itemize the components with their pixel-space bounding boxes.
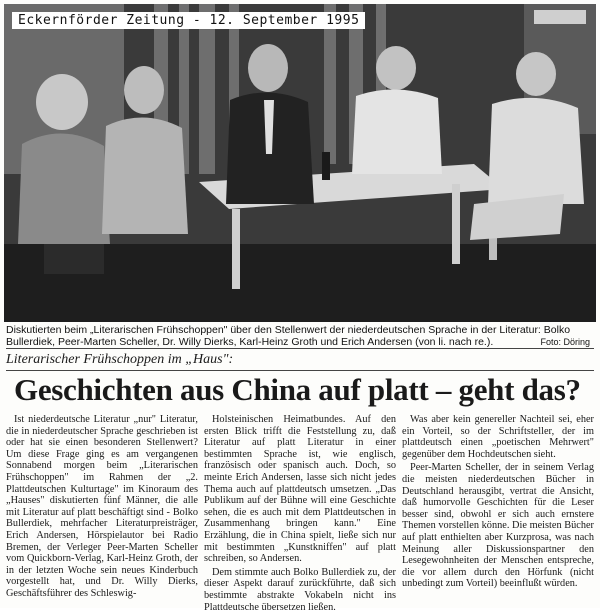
masthead-label: Eckernförder Zeitung - 12. September 1995 bbox=[12, 12, 365, 29]
photo-credit: Foto: Döring bbox=[540, 337, 590, 347]
article-photo bbox=[4, 4, 596, 322]
kicker: Literarischer Frühschoppen im „Haus": bbox=[6, 352, 234, 367]
article-body bbox=[6, 414, 594, 613]
paragraph: Was aber kein genereller Nachteil sei, eher ein Vorteil, so der Schriftsteller, der im plattdeutsch einen „poetischen Mehrwert" gegenüber dem Hochdeutschen sieht. bbox=[402, 414, 594, 460]
kicker-rule-bottom bbox=[6, 370, 594, 371]
photo-caption bbox=[6, 324, 594, 348]
article-column-3 bbox=[402, 414, 594, 606]
paragraph: Holsteinischen Heimatbundes. Auf den ersten Blick trifft die Feststellung zu, daß Literatur auf platt Literatur in einer bestimmten Sprache ist, wie englisch, französisch oder spanisch auch. Doch, so meinte Erich Andersen, lasse sich nicht jedes Thema auch auf plattdeutsch umsetzen. „Das Publikum auf der Bühne will eine Geschichte sehen, die es auch mit dem Plattdeutschen in Zusammenhang bringen kann." Eine Erzählung, die in China spielt, ließe sich nur mit bestimmten „Kunstkniffen" auf platt schreiben, so Andersen. bbox=[204, 414, 396, 565]
article-column-1 bbox=[6, 414, 198, 606]
kicker-rule-top bbox=[6, 348, 594, 349]
caption-text: Diskutierten beim „Literarischen Frühschoppen" über den Stellenwert der niederdeutschen Sprache in der Literatur: Bolko Bullerdiek, Peer-Marten Scheller, Dr. Willy Dierks, Karl-Heinz Groth und Erich Andersen (von li. nach re.). bbox=[6, 324, 571, 348]
paragraph: Ist niederdeutsche Literatur „nur" Literatur, die in niederdeutscher Sprache geschrieben ist oder hat sie einen besonderen Stellenwert? Um diese Frage ging es am vergangenen Sonnabend morgen beim „Literarischen Frühschoppen" im Rahmen der „2. Plattdeutschen Kulturtage" im Kinoraum des „Hauses" diskutierten fünf Männer, die alle mit Literatur auf platt beschäftigt sind - Bolko Bullerdiek, mehrfacher Literaturpreisträger, Erich Andersen, Hörspielautor bei Radio Bremen, der Verleger Peer-Marten Scheller vom Quickborn-Verlag, Karl-Heinz Groth, der in der letzten Woche sein neues Kinderbuch vorgestellt hat, und Dr. Willy Dierks, Geschäftsführer des Schleswig- bbox=[6, 414, 198, 599]
headline: Geschichten aus China auf platt – geht das? bbox=[14, 372, 581, 407]
paragraph: Peer-Marten Scheller, der in seinem Verlag die meisten niederdeutschen Bücher in Deutschland herausgibt, vertrat die Ansicht, daß humorvolle Geschichten für die Leser besser sind, obwohl er sich auch ernstere Themen vorstellen könne. Die meisten Bücher auf platt enthielten aber Kurzprosa, was nach Meinung aller Diskussionspartner den Lesegewohnheiten der Menschen entspreche, die vor allem durch den Hörfunk (nicht unbedingt zum Vorteil) beeinflußt würden. bbox=[402, 462, 594, 590]
paragraph: Dem stimmte auch Bolko Bullerdiek zu, der dieser Aspekt darauf zurückführte, daß sich bestimmte abstrakte Vokabeln nicht ins Plattdeutsche übersetzen ließen. bbox=[204, 566, 396, 613]
article-column-2 bbox=[204, 414, 396, 613]
photo-illustration bbox=[4, 4, 596, 322]
